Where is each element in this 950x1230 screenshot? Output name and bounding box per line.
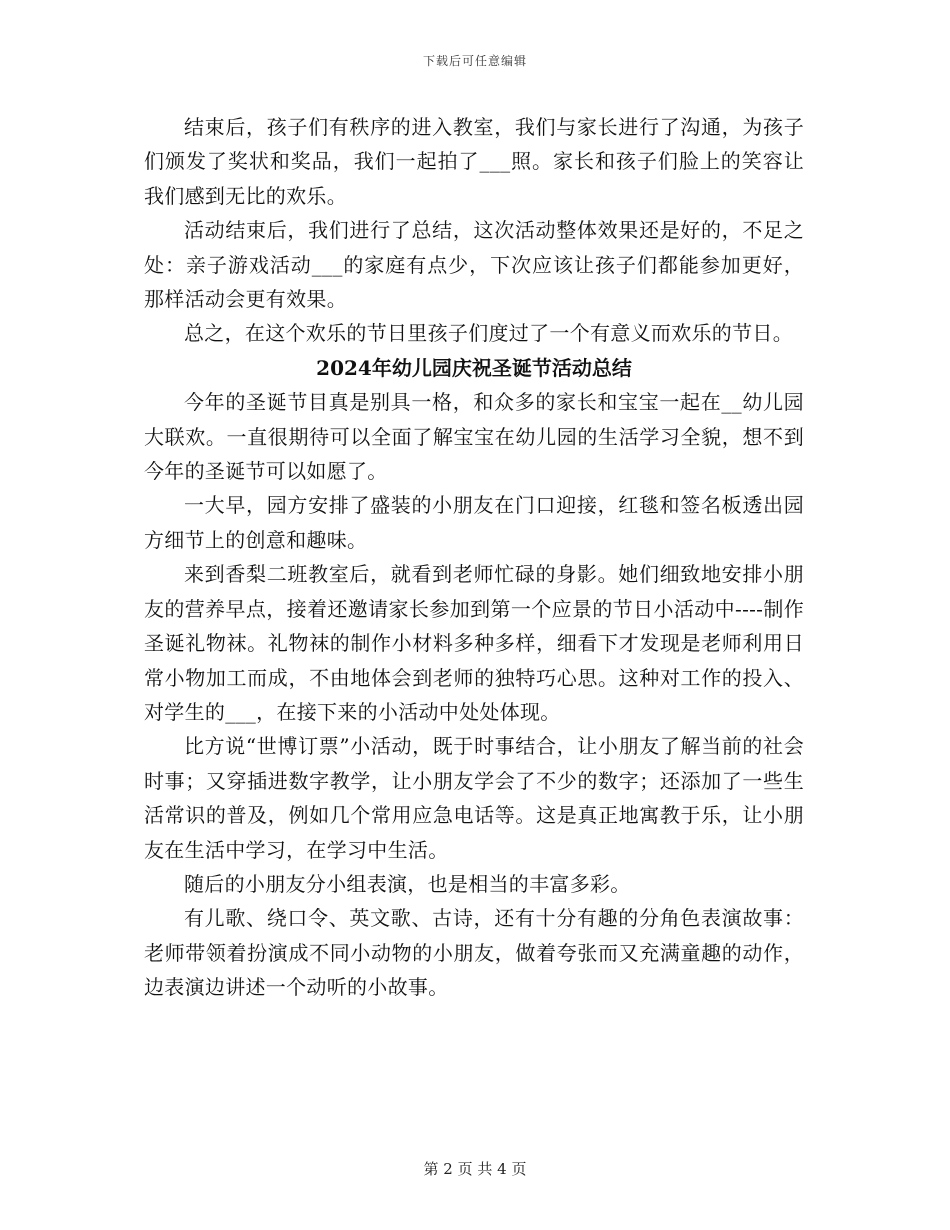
paragraph: 一大早，园方安排了盛装的小朋友在门口迎接，红毯和签名板透出园方细节上的创意和趣味。 xyxy=(144,493,804,552)
paragraph: 结束后，孩子们有秩序的进入教室，我们与家长进行了沟通，为孩子们颁发了奖状和奖品，我们一起拍了___照。家长和孩子们脸上的笑容让我们感到无比的欢乐。 xyxy=(144,115,804,208)
document-body xyxy=(144,110,804,1005)
paragraph: 比方说“世博订票”小活动，既于时事结合，让小朋友了解当前的社会时事；又穿插进数字教学，让小朋友学会了不少的数字；还添加了一些生活常识的普及，例如几个常用应急电话等。这是真正地寓教于乐，让小朋友在生活中学习，在学习中生活。 xyxy=(144,734,804,862)
paragraph: 随后的小朋友分小组表演，也是相当的丰富多彩。 xyxy=(184,871,631,896)
paragraph: 有儿歌、绕口令、英文歌、古诗，还有十分有趣的分角色表演故事：老师带领着扮演成不同小动物的小朋友，做着夸张而又充满童趣的动作，边表演边讲述一个动听的小故事。 xyxy=(144,906,804,1000)
section-title: 2024年幼儿园庆祝圣诞节活动总结 xyxy=(316,355,632,380)
paragraph: 活动结束后，我们进行了总结，这次活动整体效果还是好的，不足之处：亲子游戏活动___的家庭有点少，下次应该让孩子们都能参加更好，那样活动会更有效果。 xyxy=(144,218,804,312)
page-footer: 第 2 页 共 4 页 xyxy=(423,1160,527,1178)
page-header: 下载后可任意编辑 xyxy=(422,54,527,68)
paragraph: 今年的圣诞节目真是别具一格，和众多的家长和宝宝一起在__幼儿园大联欢。一直很期待可以全面了解宝宝在幼儿园的生活学习全貌，想不到今年的圣诞节可以如愿了。 xyxy=(144,390,804,484)
paragraph: 来到香梨二班教室后，就看到老师忙碌的身影。她们细致地安排小朋友的营养早点，接着还邀请家长参加到第一个应景的节日小活动中----制作圣诞礼物袜。礼物袜的制作小材料多种多样，细看下才发现是老师利用日常小物加工而成，不由地体会到老师的独特巧心思。这种对工作的投入、对学生的___，在接下来的小活动中处处体现。 xyxy=(144,562,804,724)
paragraph: 总之，在这个欢乐的节日里孩子们度过了一个有意义而欢乐的节日。 xyxy=(184,321,793,346)
